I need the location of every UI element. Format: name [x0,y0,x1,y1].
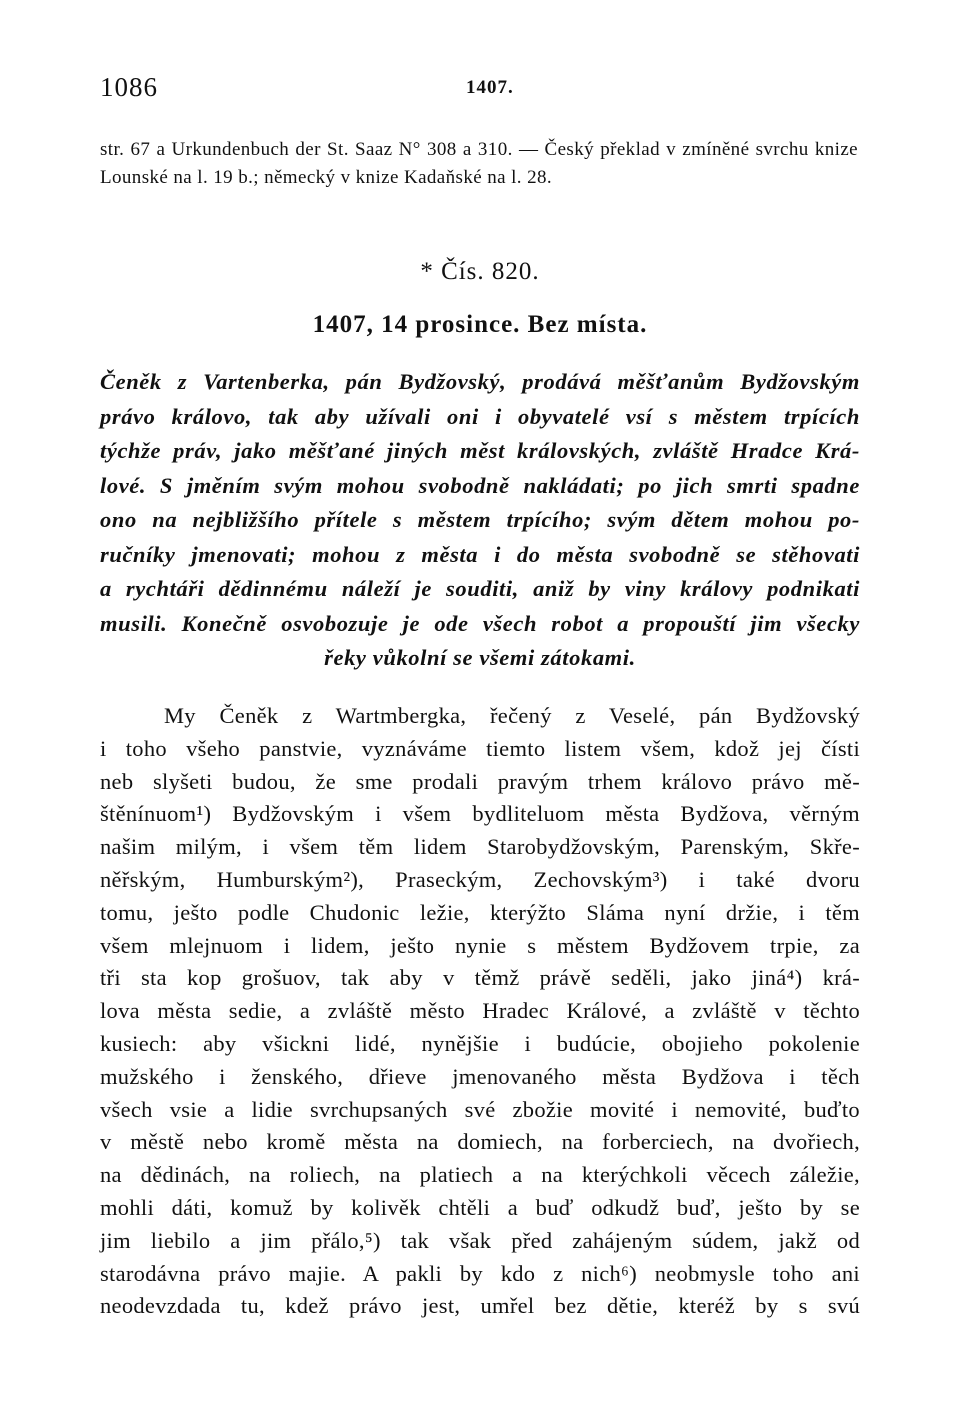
page-header [100,72,860,102]
charter-line: starodávna právo majie. A pakli by kdo z nich⁶) neobmysle toho ani [100,1260,860,1286]
charter-line: neb slyšeti budou, že sme prodali pravým trhem královo právo mě- [100,768,860,794]
charter-line: tři sta kop grošuov, tak aby v těmž právě seděli, jako jiná⁴) krá- [100,965,860,991]
charter-line: i toho všeho panstvie, vyznáváme tiemto listem všem, kdož jej čísti [100,735,860,761]
source-note: str. 67 a Urkundenbuch der St. Saaz N° 308 a 310. — Český překlad v zmíněné svrchu knize Lounské na l. 19 b.; německý v knize Kadaňské na l. 28. [100,139,858,188]
running-header-year: 1407. [466,77,514,98]
charter-line: mohli dáti, komuž by kolivěk chtěli a buď odkudž buď, ješto by se [100,1194,860,1220]
charter-line: všech vsie a lidie svrchupsaných své zbožie movité i nemovité, buďto [100,1096,860,1122]
regest-line: právo královo, tak aby užívali oni i obyvatelé vsí s městem trpících [100,403,860,429]
regest-line: a rychtáři dědinnému náleží je souditi, aniž by viny královy podnikati [100,576,860,601]
charter-line: našim milým, i všem těm lidem Starobydžovským, Parenským, Skře- [100,834,860,860]
charter-line: něřským, Humburským²), Praseckým, Zechovským³) i také dvoru [100,866,860,892]
regest-line: musili. Konečně osvobozuje je ode všech robot a propouští jim všecky [100,610,860,636]
charter-line: tomu, ješto podle Chudonic ležie, kterýžto Sláma nyní držie, i těm [100,899,860,925]
regest-line: týchže práv, jako měšťané jiných měst královských, zvláště Hradce Krá- [100,438,860,463]
date-line: 1407, 14 prosince. Bez místa. [312,311,648,338]
regest-line: ručníky jmenovati; mohou z města i do města svobodně se stěhovati [100,541,860,567]
regest-summary [100,365,860,676]
regest-line: Čeněk z Vartenberka, pán Bydžovský, prodává měšťanům Bydžovským [100,369,860,394]
regest-line: řeky vůkolní se všemi zátokami. [324,645,636,670]
page-number: 1086 [100,72,158,102]
charter-line: mužského i ženského, dřieve jmenovaného města Bydžova i těch [100,1063,860,1089]
charter-line: jim liebilo a jim přálo,⁵) tak však před zahájeným súdem, jakž od [100,1227,860,1253]
charter-line: kusiech: aby všickni lidé, nynějšie i budúcie, obojieho pokolenie [100,1030,860,1056]
charter-line: štěnínuom¹) Bydžovským i všem bydliteluom města Bydžova, věrným [100,801,860,827]
regest-line: ono na nejbližšího přítele s městem trpícího; svým dětem mohou po- [100,507,860,532]
document-number: * Čís. 820. [420,258,540,285]
charter-line: lova města sedie, a zvláště město Hradec Králové, a zvláště v těchto [100,998,860,1024]
charter-line: všem mlejnuom i lidem, ješto nynie s městem Bydžovem trpie, za [100,932,860,958]
charter-line: neodevzdada tu, kdež právo jest, umřel bez dětie, kteréž by s svú [100,1293,860,1319]
charter-line: v městě nebo kromě města na domiech, na forberciech, na dvořiech, [100,1129,860,1155]
charter-text [100,700,860,1323]
charter-line: My Čeněk z Wartmbergka, řečený z Veselé, pán Bydžovský [164,703,860,728]
regest-line: lové. S jměním svým mohou svobodně nakládati; po jich smrti spadne [100,472,860,498]
charter-line: na dědinách, na roliech, na platiech a na kterýchkoli věcech záležie, [100,1162,860,1188]
